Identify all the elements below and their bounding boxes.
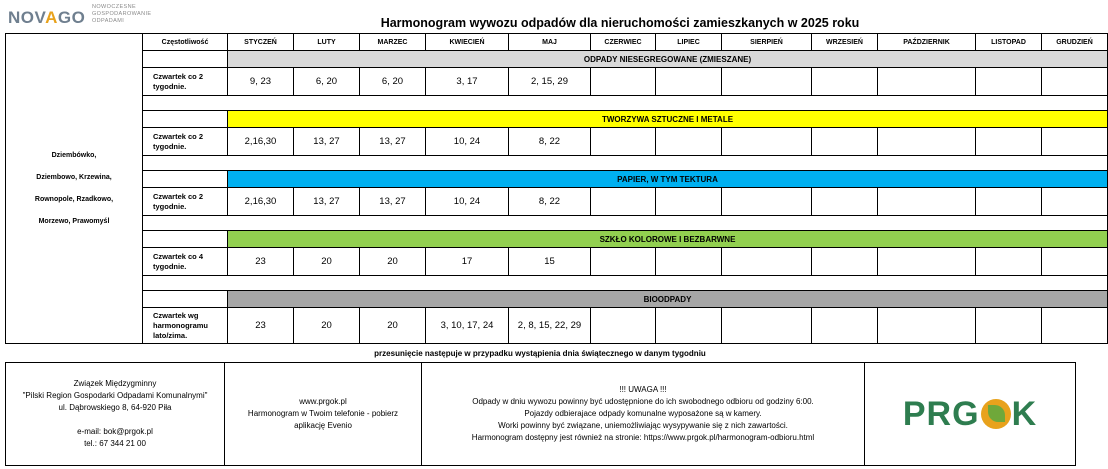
- location-line: Rownopole, Rzadkowo,: [34, 195, 114, 203]
- waste-category-name: SZKŁO KOLOROWE I BEZBARWNE: [228, 231, 1108, 248]
- date-cell: [976, 68, 1042, 96]
- footer-line: tel.: 67 344 21 00: [84, 439, 146, 448]
- month-header: CZERWIEC: [591, 34, 656, 51]
- date-cell: 20: [294, 248, 360, 276]
- location-cell: [6, 34, 143, 344]
- date-cell: [722, 128, 812, 156]
- month-header: LIPIEC: [656, 34, 722, 51]
- date-cell: [1042, 68, 1108, 96]
- frequency-cell: [143, 248, 228, 276]
- frequency-cell: [143, 128, 228, 156]
- novago-logo-text: NOVAGO: [8, 8, 86, 27]
- frequency-text: lato/zima.: [153, 330, 188, 340]
- band-spacer: [143, 111, 228, 128]
- frequency-text: Czwartek wg: [153, 310, 199, 320]
- header-row: [6, 34, 1108, 51]
- date-cell: [976, 248, 1042, 276]
- date-cell: 2,16,30: [228, 128, 294, 156]
- waste-category-name: PAPIER, W TYM TEKTURA: [228, 171, 1108, 188]
- novago-logo-subtitle: NOWOCZESNE GOSPODAROWANIE ODPADAMI: [92, 4, 152, 24]
- date-cell: [722, 308, 812, 344]
- footer-table: [5, 362, 1076, 466]
- month-header: MARZEC: [360, 34, 426, 51]
- footer-line: www.prgok.pl: [299, 397, 347, 406]
- month-header: MAJ: [509, 34, 591, 51]
- frequency-text: tygodnie.: [153, 141, 187, 151]
- date-cell: [878, 128, 976, 156]
- frequency-cell: [143, 188, 228, 216]
- waste-category-name: TWORZYWA SZTUCZNE I METALE: [228, 111, 1108, 128]
- date-cell: 20: [360, 308, 426, 344]
- date-cell: 13, 27: [294, 128, 360, 156]
- date-cell: 23: [228, 248, 294, 276]
- date-cell: [656, 128, 722, 156]
- date-cell: [878, 68, 976, 96]
- date-cell: [722, 248, 812, 276]
- date-cell: 17: [426, 248, 509, 276]
- date-cell: 10, 24: [426, 128, 509, 156]
- frequency-text: Czwartek co 2: [153, 191, 204, 201]
- date-cell: 20: [294, 308, 360, 344]
- frequency-header: Częstotliwość: [143, 34, 228, 51]
- prgok-logo: PRG K: [865, 363, 1076, 466]
- date-cell: [1042, 128, 1108, 156]
- date-cell: [591, 128, 656, 156]
- date-cell: [812, 128, 878, 156]
- band-spacer: [143, 171, 228, 188]
- date-cell: 2, 8, 15, 22, 29: [509, 308, 591, 344]
- date-cell: [1042, 188, 1108, 216]
- date-cell: [656, 188, 722, 216]
- holiday-shift-note: przesunięcie następuje w przypadku wystąpienia dnia świątecznego w danym tygodniu: [374, 349, 706, 358]
- date-cell: [976, 188, 1042, 216]
- date-cell: [722, 68, 812, 96]
- footer-line: e-mail: bok@prgok.pl: [77, 427, 153, 436]
- waste-category-row: [6, 231, 1108, 248]
- month-header: WRZESIEŃ: [812, 34, 878, 51]
- date-cell: 13, 27: [360, 188, 426, 216]
- novago-logo: [8, 4, 168, 34]
- date-cell: [1042, 308, 1108, 344]
- spacer-row: [6, 156, 1108, 171]
- footer-line: !!! UWAGA !!!: [619, 385, 667, 394]
- frequency-cell: [143, 308, 228, 344]
- month-header: GRUDZIEŃ: [1042, 34, 1108, 51]
- website-info: [225, 363, 422, 466]
- date-cell: 3, 17: [426, 68, 509, 96]
- date-cell: 2,16,30: [228, 188, 294, 216]
- waste-category-row: [6, 111, 1108, 128]
- date-cell: 15: [509, 248, 591, 276]
- frequency-text: Czwartek co 4: [153, 251, 204, 261]
- waste-category-row: [6, 171, 1108, 188]
- band-spacer: [143, 51, 228, 68]
- footer-line: aplikację Evenio: [294, 421, 352, 430]
- footer-line: ul. Dąbrowskiego 8, 64-920 Piła: [58, 403, 172, 412]
- date-cell: [656, 248, 722, 276]
- frequency-text: Czwartek co 2: [153, 131, 204, 141]
- date-cell: [976, 308, 1042, 344]
- waste-category-row: [6, 51, 1108, 68]
- footer-line: Pojazdy odbierajace odpady komunalne wyposażone są w kamery.: [524, 409, 762, 418]
- month-header: LISTOPAD: [976, 34, 1042, 51]
- date-cell: [812, 248, 878, 276]
- organization-contact: [6, 363, 225, 466]
- date-cell: 23: [228, 308, 294, 344]
- date-cell: [591, 68, 656, 96]
- collection-dates-row: [6, 128, 1108, 156]
- spacer-row: [6, 96, 1108, 111]
- spacer-cell: [143, 156, 1108, 171]
- frequency-text: tygodnie.: [153, 81, 187, 91]
- month-header: PAŹDZIERNIK: [878, 34, 976, 51]
- waste-category-name: BIOODPADY: [228, 291, 1108, 308]
- date-cell: [878, 188, 976, 216]
- band-spacer: [143, 291, 228, 308]
- date-cell: 20: [360, 248, 426, 276]
- month-header: KWIECIEŃ: [426, 34, 509, 51]
- footer-line: Harmonogram w Twoim telefonie - pobierz: [247, 409, 399, 418]
- spacer-cell: [143, 216, 1108, 231]
- spacer-row: [6, 216, 1108, 231]
- month-header: STYCZEŃ: [228, 34, 294, 51]
- footer-line: Worki powinny być związane, uniemożliwiając wysypywanie się z nich zawartości.: [498, 421, 788, 430]
- date-cell: 3, 10, 17, 24: [426, 308, 509, 344]
- waste-category-name: ODPADY NIESEGREGOWANE (ZMIESZANE): [228, 51, 1108, 68]
- spacer-cell: [143, 96, 1108, 111]
- leaf-icon: [981, 399, 1011, 429]
- frequency-text: Czwartek co 2: [153, 71, 204, 81]
- date-cell: 2, 15, 29: [509, 68, 591, 96]
- band-spacer: [143, 231, 228, 248]
- month-header: LUTY: [294, 34, 360, 51]
- date-cell: [591, 308, 656, 344]
- date-cell: 13, 27: [294, 188, 360, 216]
- collection-dates-row: [6, 68, 1108, 96]
- footer-line: Związek Międzygminny: [73, 379, 157, 388]
- date-cell: [812, 68, 878, 96]
- collection-dates-row: [6, 308, 1108, 344]
- frequency-cell: [143, 68, 228, 96]
- location-line: Dziembowo, Krzewina,: [36, 173, 112, 181]
- footer-line: [7, 414, 223, 426]
- footer-line: "Pilski Region Gospodarki Odpadami Komunalnymi": [22, 391, 208, 400]
- date-cell: 8, 22: [509, 128, 591, 156]
- waste-category-row: [6, 291, 1108, 308]
- collection-dates-row: [6, 188, 1108, 216]
- month-header: SIERPIEŃ: [722, 34, 812, 51]
- date-cell: [878, 248, 976, 276]
- schedule-table: [5, 33, 1108, 344]
- date-cell: [591, 188, 656, 216]
- date-cell: [878, 308, 976, 344]
- date-cell: [591, 248, 656, 276]
- footer-line: Odpady w dniu wywozu powinny być udostępnione do ich swobodnego odbioru od godziny 6:00.: [472, 397, 814, 406]
- page-title: Harmonogram wywozu odpadów dla nieruchomości zamieszkanych w 2025 roku: [380, 16, 860, 30]
- date-cell: 6, 20: [294, 68, 360, 96]
- date-cell: [812, 308, 878, 344]
- date-cell: [656, 308, 722, 344]
- date-cell: 6, 20: [360, 68, 426, 96]
- date-cell: [1042, 248, 1108, 276]
- date-cell: [976, 128, 1042, 156]
- date-cell: [722, 188, 812, 216]
- date-cell: [656, 68, 722, 96]
- date-cell: 8, 22: [509, 188, 591, 216]
- date-cell: [812, 188, 878, 216]
- frequency-text: tygodnie.: [153, 201, 187, 211]
- collection-dates-row: [6, 248, 1108, 276]
- location-line: Dziembówko,: [51, 151, 97, 159]
- frequency-text: harmonogramu: [153, 320, 209, 330]
- date-cell: 9, 23: [228, 68, 294, 96]
- spacer-row: [6, 276, 1108, 291]
- spacer-cell: [143, 276, 1108, 291]
- location-line: Morzewo, Prawomyśl: [38, 217, 110, 225]
- frequency-text: tygodnie.: [153, 261, 187, 271]
- footer-line: Harmonogram dostępny jest również na stronie: https://www.prgok.pl/harmonogram-odbioru.html: [471, 433, 815, 442]
- date-cell: 10, 24: [426, 188, 509, 216]
- warning-notice: [422, 363, 865, 466]
- date-cell: 13, 27: [360, 128, 426, 156]
